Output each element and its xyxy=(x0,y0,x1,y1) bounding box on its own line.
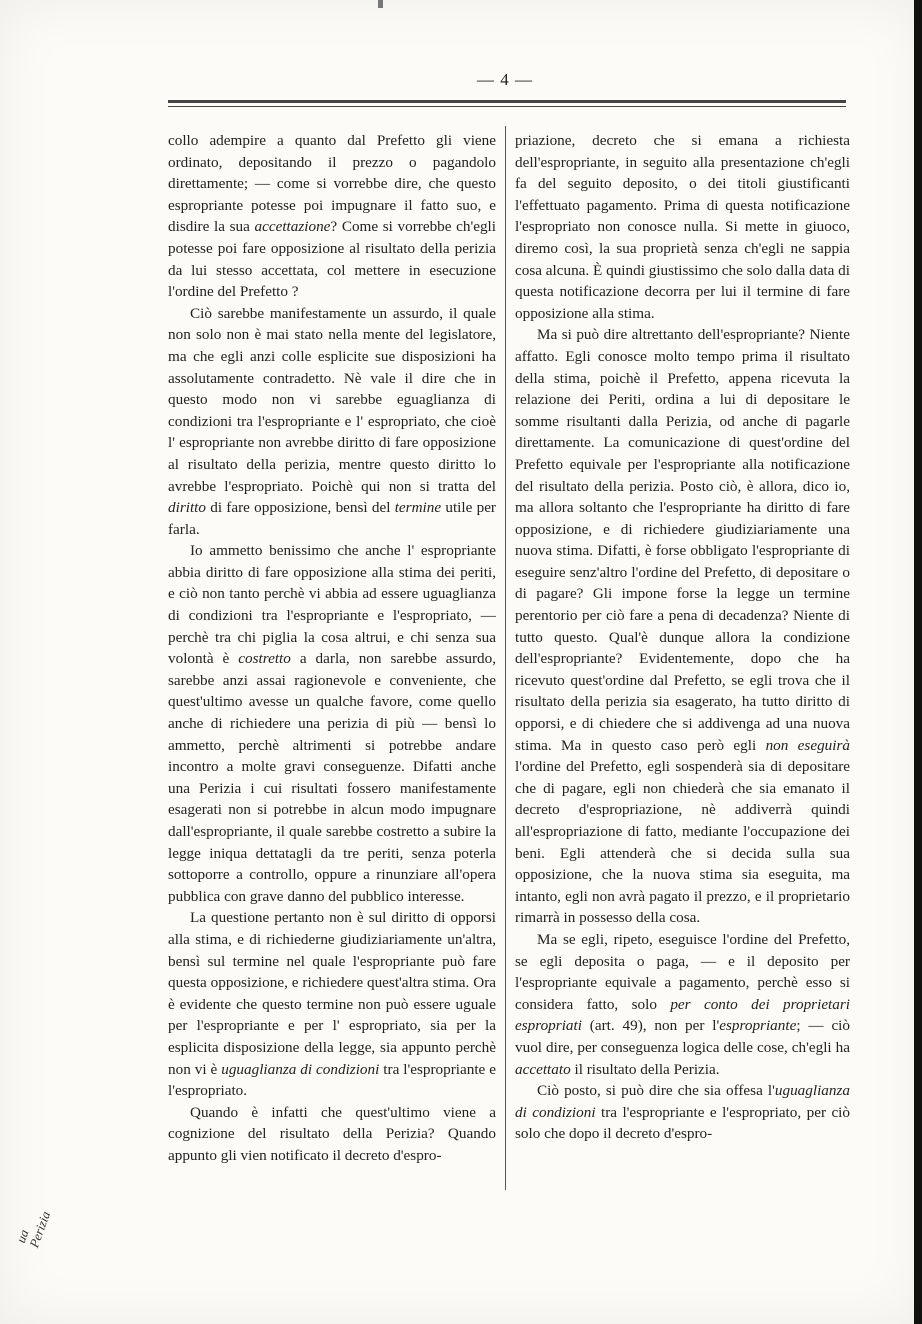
header-rule-thin xyxy=(168,106,846,107)
paragraph: Ciò sarebbe manifestamente un assurdo, il quale non solo non è mai stato nella mente del legislatore, ma che egli anzi colle esplicite sue disposizioni ha assolutamente contradetto. Nè vale il dire che in questo modo non vi sarebbe eguaglianza di condizioni tra l'espropriante e l' espropriato, che cioè l' espropriante non avrebbe diritto di fare opposizione al risultato della perizia, mentre questo diritto lo avrebbe l'espropriato. Poichè qui non si tratta del diritto di fare opposizione, bensì del termine utile per farla. xyxy=(168,304,496,538)
margin-note-line: ua xyxy=(13,1227,32,1245)
left-column xyxy=(168,130,496,1167)
paragraph: priazione, decreto che si emana a richiesta dell'espropriante, in seguito alla presentazione ch'egli fa del seguito deposito, o dei titoli giustificanti l'effettuato pagamento. Prima di questa notificazione l'espropriato non conosce nulla. Si mette in giuoco, diremo così, la sua proprietà senza ch'egli ne sappia cosa alcuna. È quindi giustissimo che solo dalla data di questa notificazione decorra per lui il termine di fare opposizione alla stima. xyxy=(515,132,850,322)
right-column xyxy=(515,130,850,1145)
header-rule-thick xyxy=(168,100,846,103)
page-number: — 4 — xyxy=(477,70,533,89)
paragraph: Ciò posto, si può dire che sia offesa l'uguaglianza di condizioni tra l'espropriante e l'espropriato, per ciò solo che dopo il decreto d'espro- xyxy=(515,1082,850,1143)
paragraph: Ma si può dire altrettanto dell'espropriante? Niente affatto. Egli conosce molto tempo prima il risultato della stima, poichè il Prefetto, appena ricevuta la relazione dei Periti, ordina a lui di depositare le somme risultanti dalla Perizia, od anche di pagarle direttamente. La comunicazione di quest'ordine del Prefetto equivale per l'espropriante alla notificazione del risultato della perizia. Posto ciò, è allora, dico io, ma allora soltanto che l'espropriante ha diritto di fare opposizione, e di richiedere giudiziariamente una nuova stima. Difatti, è forse obbligato l'espropriante di eseguire senz'altro l'ordine del Prefetto, di depositare o di pagare? Gli impone forse la legge un termine perentorio per ciò fare a pena di decadenza? Niente di tutto questo. Qual'è dunque allora la condizione dell'espropriante? Evidentemente, dopo che ha ricevuto quest'ordine dal Prefetto, se egli trova che il risultato della perizia sia esagerato, ha tutto diritto di opporsi, e di chiedere che si addivenga ad una nuova stima. Ma in questo caso però egli non eseguirà l'ordine del Prefetto, egli sospenderà sia di depositare che di pagare, egli non chiederà che sia emanato il decreto d'espropriazione, nè addiverrà quindi all'espropriazione di fatto, mediante l'occupazione dei beni. Egli attenderà che si decida sulla sua opposizione, che la nuova stima sia eseguita, ma intanto, egli non avrà pagato il prezzo, e il proprietario rimarrà in possesso della cosa. xyxy=(515,326,850,927)
paragraph: Quando è infatti che quest'ultimo viene a cognizione del risultato della Perizia? Quando appunto gli vien notificato il decreto d'espro- xyxy=(168,1103,496,1164)
paragraph: Io ammetto benissimo che anche l' espropriante abbia diritto di fare opposizione alla stima dei periti, e ciò non tanto perchè vi abbia ad essere uguaglianza di condizioni tra l'espropriante e l'espropriato, — perchè tra chi piglia la cosa altrui, e chi senza sua volontà è costretto a darla, non sarebbe assurdo, sarebbe anzi assai ragionevole e conveniente, che quest'ultimo avesse un qualche favore, come quello anche di richiedere una perizia di più — bensì lo ammetto, perchè altrimenti si potrebbe andare incontro a molte gravi conseguenze. Difatti anche una Perizia i cui risultati fossero manifestamente esagerati non si potrebbe in alcun modo impugnare dall'espropriante, il quale sarebbe costretto a subire la legge iniqua dettatagli da tre periti, senza poterla sottoporre a controllo, oppure a rinunziare all'opera pubblica con grave danno del pubblico interesse. xyxy=(168,542,497,905)
scan-edge xyxy=(914,0,922,1324)
margin-note-line: Perizia xyxy=(26,1209,54,1250)
paragraph: Ma se egli, ripeto, eseguisce l'ordine del Prefetto, se egli deposita o paga, — e il deposito per l'espropriante equivale a pagamento, perchè esso si considera fatto, solo per conto dei proprietari espropriati (art. 49), non per l'espropriante; — ciò vuol dire, per conseguenza logica delle cose, ch'egli ha accettato il risultato della Perizia. xyxy=(515,930,850,1078)
paragraph: collo adempire a quanto dal Prefetto gli viene ordinato, depositando il prezzo o pagandolo direttamente; — come si vorrebbe dire, che questo espropriante potesse poi impugnare il fatto suo, e disdire la sua accettazione? Come si vorrebbe ch'egli potesse poi fare opposizione al risultato della perizia da lui stesso accettata, col mettere in esecuzione l'ordine del Prefetto ? xyxy=(168,132,496,301)
paragraph: La questione pertanto non è sul diritto di opporsi alla stima, e di richiederne giudiziariamente un'altra, bensì sul termine nel quale l'espropriante può fare questa opposizione, e richiedere quest'altra stima. Ora è evidente che questo termine non può essere uguale per l'espropriante e per l' espropriato, sia per la esplicita disposizione della legge, sia appunto perchè non vi è uguaglianza di condizioni tra l'espropriante e l'espropriato. xyxy=(168,909,496,1100)
column-divider xyxy=(505,126,506,1190)
scan-mark xyxy=(378,0,383,8)
